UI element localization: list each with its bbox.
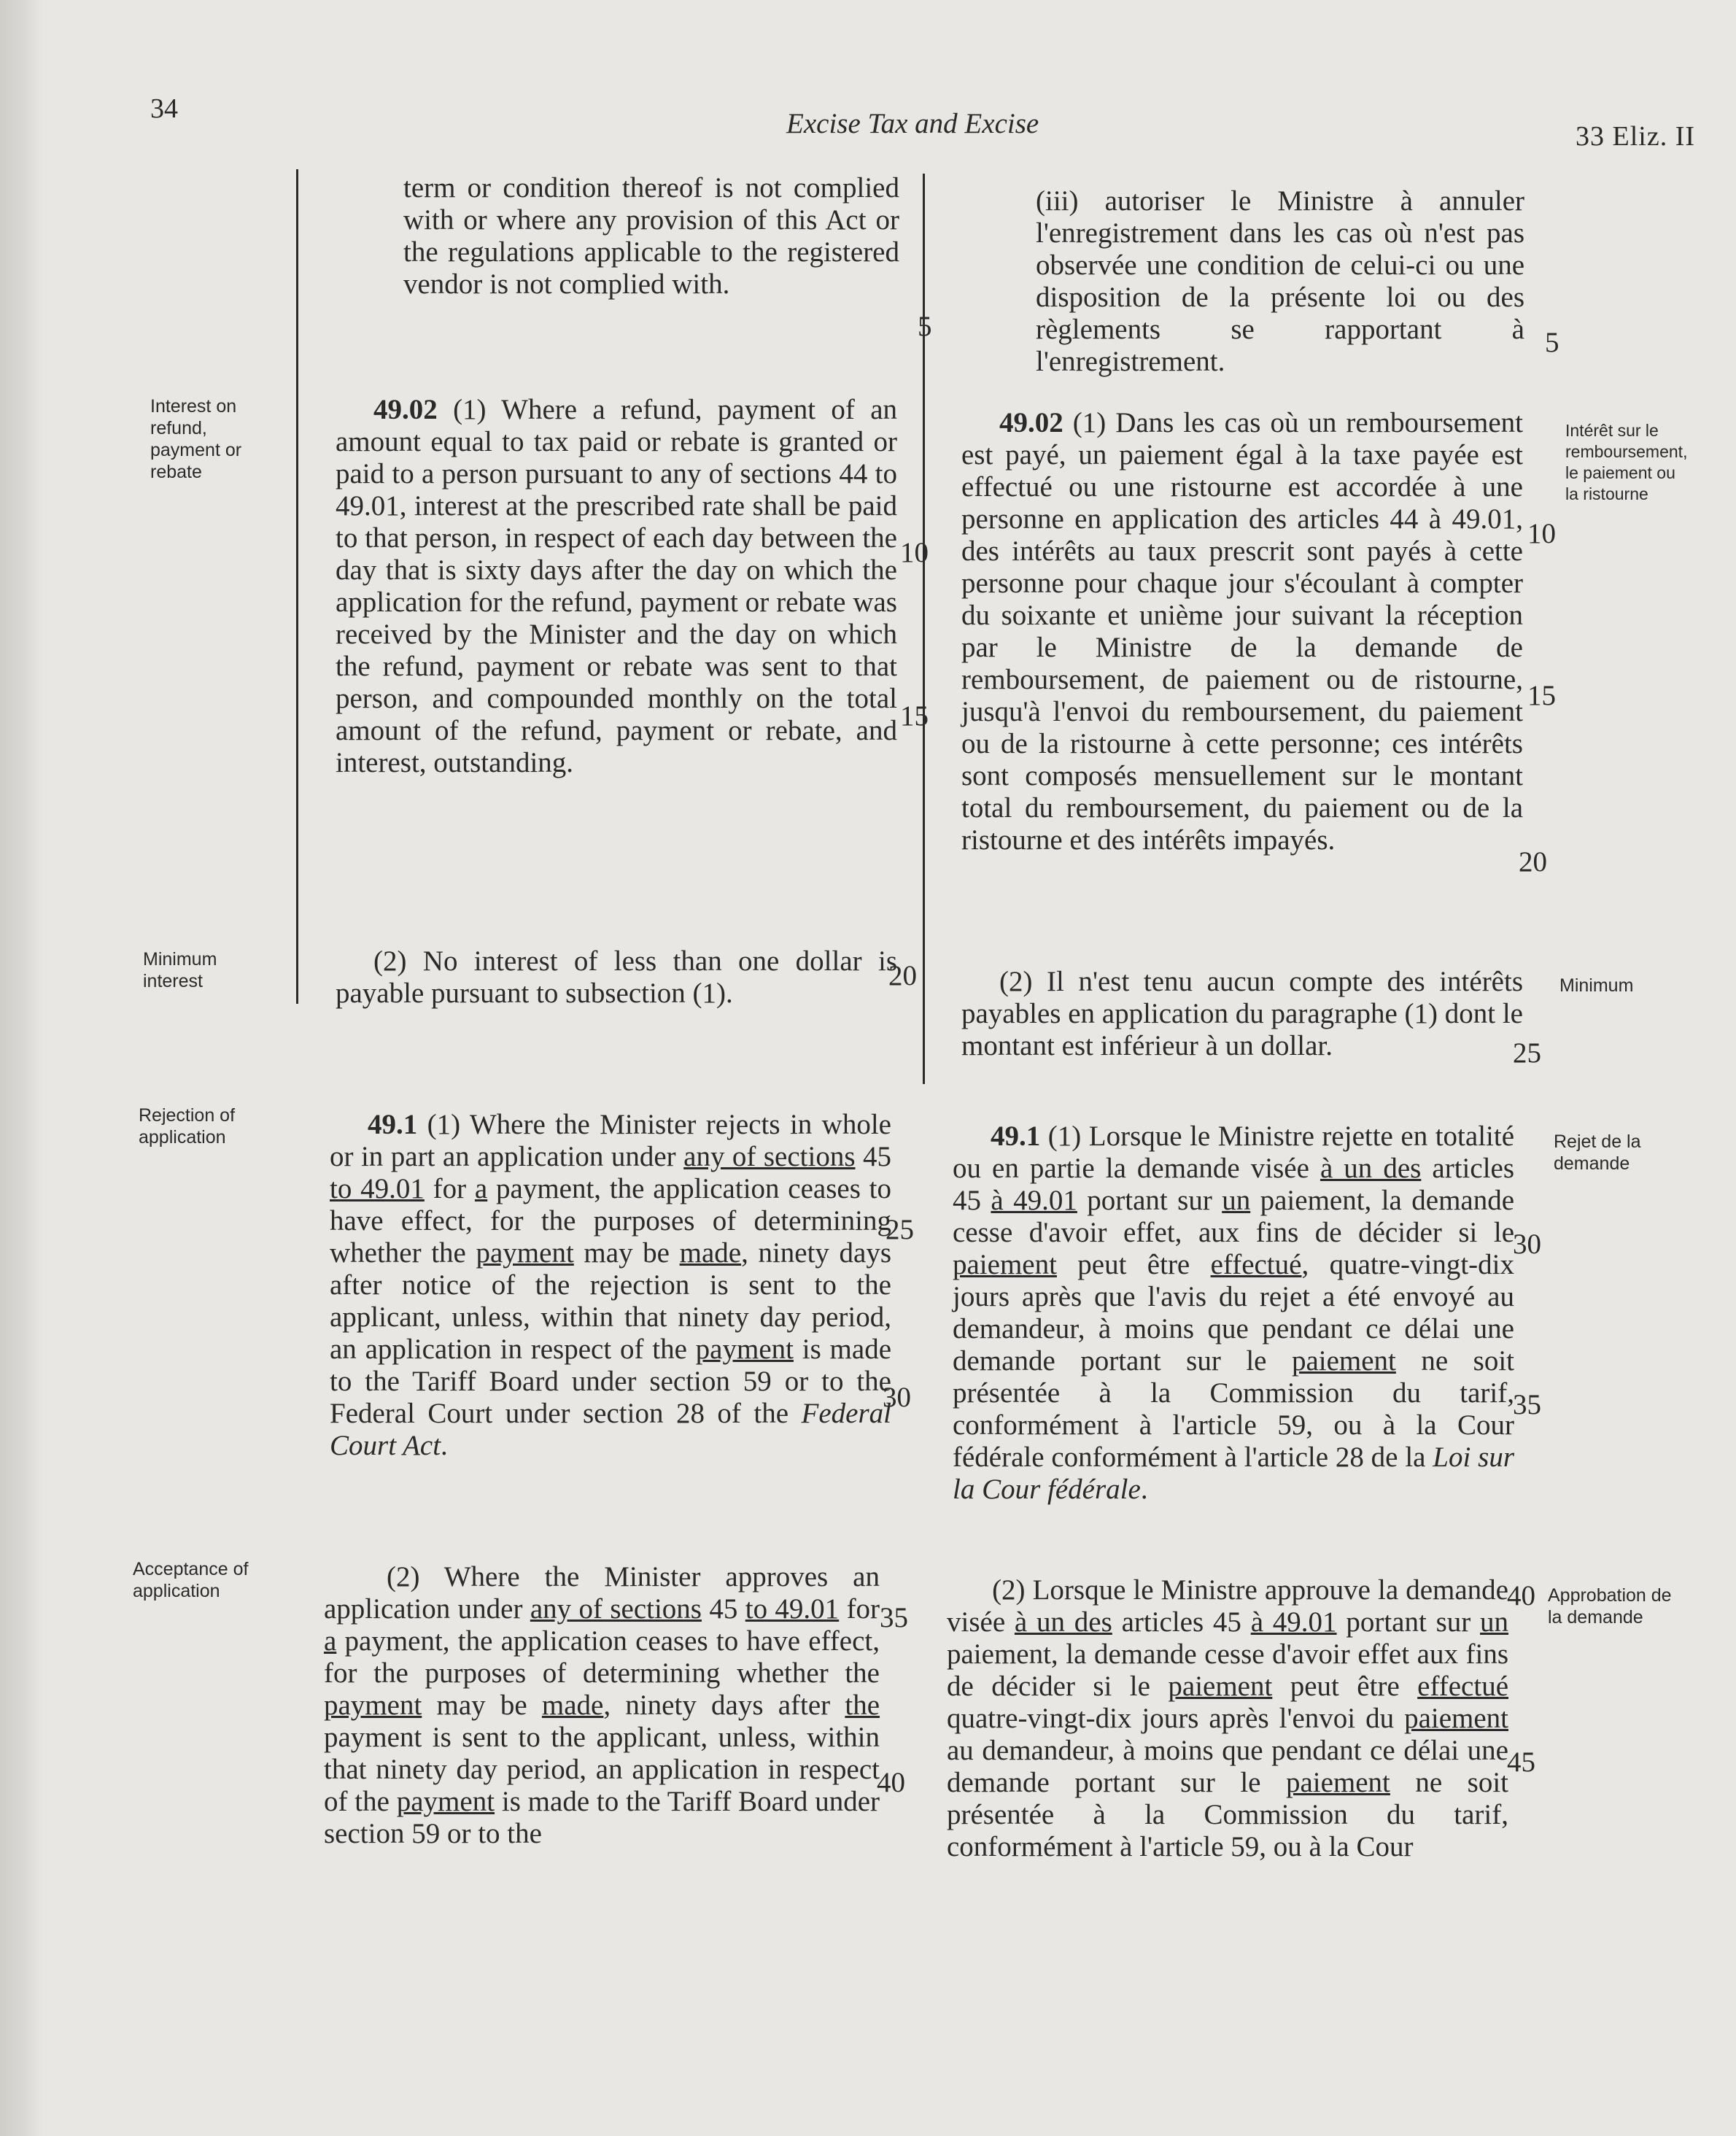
line-number-fr: 25 [1513,1037,1541,1069]
margin-note-rejection-en: Rejection of application [139,1105,236,1148]
en-text: , ninety days after [603,1690,831,1721]
en-section-49-1-2 [324,1561,880,1850]
line-number-en: 25 [886,1214,914,1245]
fr-underlined: un [1222,1185,1251,1216]
en-p2-text: (1) Where a refund, payment of an amount equal to tax paid or rebate is granted or paid to a person pursuant to any of sections 44 to 49.01, interest at the prescribed rate shall be paid to that person, in respect of each day between the day that is sixty days after the day on which the application for the refund, payment or rebate was received by the Minister and the day on which the refund, payment or rebate was sent to that person, and compounded monthly on the total amount of the refund, payment or rebate, and interest, outstanding. [336,394,898,778]
en-text: payment is sent to the applicant, unless, within that ninety day period, an application in respect of the [324,1722,880,1817]
fr-underlined: paiement [1168,1671,1273,1702]
margin-note-minimum-fr: Minimum [1559,975,1634,996]
fr-section-49-1-2 [947,1574,1508,1863]
line-number-fr: 35 [1513,1389,1541,1420]
fr-text: paiement, la demande cesse d'avoir effet, aux fins de décider si le [953,1185,1515,1248]
fr-underlined: à 49.01 [991,1185,1077,1216]
en-underlined: any of sections [530,1593,702,1625]
en-underlined: made [541,1690,604,1721]
en-section-49-1-1 [330,1109,891,1462]
fr-text: . [1140,1474,1148,1505]
fr-underlined: effectué [1417,1671,1509,1702]
fr-section-49-02-1 [961,407,1523,856]
line-number-en: 5 [918,311,932,342]
line-number-fr: 5 [1545,327,1559,358]
en-act-title: Federal Court Act [330,1398,891,1461]
en-p3-text: (2) No interest of less than one dollar is payable pursuant to subsection (1). [336,945,897,1009]
fr-p2-text: (1) Dans les cas où un remboursement est payé, un paiement égal à la taxe payée est effectué ou une ristourne est accordée à une personne en application des articles 44 à 49.01, des intérêts au taux prescrit sont payés à cette personne pour chaque jour s'écoulant à compter du soixante et unième jour suivant la réception par le Ministre de la demande de remboursement, de paiement ou de ristourne, jusqu'à l'envoi du remboursement, du paiement ou de la ristourne à cette personne; ces intérêts sont composés mensuellement sur le montant total du remboursement, du paiement ou de la ristourne et des intérêts impayés. [961,407,1524,856]
en-text: 45 [863,1141,891,1172]
fr-underlined: à 49.01 [1250,1606,1337,1638]
fr-text: (1) Lorsque le Ministre rejette en totalité ou en partie la demande visée [953,1121,1515,1184]
fr-text: paiement, la demande cesse d'avoir effet aux fins de décider si le [947,1638,1508,1702]
fr-section-number: 49.1 [991,1121,1041,1152]
margin-note-interest-en: Interest on refund, payment or rebate [150,396,242,482]
fr-text: quatre-vingt-dix jours après l'envoi du [947,1703,1395,1734]
fr-text: ne soit présentée à la Commission du tarif, conformément à l'article 59, ou à la Cour [947,1767,1509,1862]
fr-text: portant sur [1346,1606,1471,1638]
en-underlined: payment [324,1690,422,1721]
line-number-fr: 40 [1507,1580,1535,1611]
line-number-en: 15 [900,700,929,732]
page-number: 34 [150,93,178,124]
en-section-49-02-2 [336,945,897,1010]
fr-underlined: à un des [1014,1606,1112,1638]
en-underlined: payment [396,1786,495,1817]
fr-underlined: un [1480,1606,1509,1638]
en-underlined: made [679,1237,742,1269]
en-text: . [441,1430,448,1461]
line-number-fr: 20 [1519,846,1547,878]
en-underlined: the [845,1690,880,1721]
en-text: (2) Where the Minister approves an application under [324,1561,880,1625]
fr-text: peut être [1077,1249,1190,1280]
en-text: is made to the Tariff Board under section 59 or to the [324,1786,880,1849]
en-section-number: 49.02 [373,394,438,425]
margin-note-minimum-en: Minimum interest [143,949,217,991]
en-section-49-02-1 [336,394,897,779]
amendment-bar-left [296,169,298,1004]
en-text: , ninety days after notice of the rejection is sent to the applicant, unless, within that ninety day period, an application in respect of the [330,1237,892,1365]
line-number-en: 40 [877,1767,905,1798]
en-underlined: a [474,1173,488,1204]
fr-underlined: paiement [1285,1767,1390,1798]
line-number-fr: 45 [1507,1746,1535,1778]
fr-p3-text: (2) Il n'est tenu aucun compte des intérêts payables en application du paragraphe (1) dont le montant est inférieur à un dollar. [961,966,1523,1061]
line-number-en: 10 [900,537,929,568]
fr-text: , quatre-vingt-dix jours après que l'avis du rejet a été envoyé au demandeur, à moins que pendant ce délai une demande portant sur le [953,1249,1514,1377]
en-underlined: to 49.01 [330,1173,425,1204]
en-text: may be [584,1237,670,1269]
en-text: (1) Where the Minister rejects in whole or in part an application under [330,1109,891,1172]
fr-text: portant sur [1087,1185,1212,1216]
line-number-fr: 15 [1527,680,1556,711]
en-underlined: payment [695,1334,794,1365]
margin-note-interest-fr: Intérêt sur le remboursement, le paiement ou la ristourne [1565,421,1688,503]
en-text: may be [436,1690,527,1721]
en-text: 45 [709,1593,738,1625]
line-number-en: 30 [883,1382,911,1413]
margin-note-approval-fr: Approbation de la demande [1548,1585,1672,1628]
fr-underlined: paiement [1291,1345,1396,1377]
fr-p1-text: (iii) autoriser le Ministre à annuler l'enregistrement dans les cas où n'est pas observée une condition de celui-ci ou une disposition de la présente loi ou des règlements se rapportant à l'enregistrement. [1036,185,1524,377]
en-text: is made to the Tariff Board under section 59 or to the Federal Court under section 28 of the [330,1334,891,1429]
line-number-fr: 30 [1513,1228,1541,1260]
en-underlined: a [324,1625,337,1657]
en-text: for [433,1173,467,1204]
en-section-number: 49.1 [368,1109,418,1140]
fr-text: articles 45 [1121,1606,1241,1638]
fr-text: ne soit présentée à la Commission du tarif, conformément à l'article 59, ou à la Cour fédérale conformément à l'article 28 de la [953,1345,1515,1473]
fr-underlined: paiement [953,1249,1057,1280]
margin-note-rejection-fr: Rejet de la demande [1554,1131,1641,1174]
fr-paragraph-continuation [1036,185,1524,378]
en-underlined: payment [476,1237,574,1269]
en-underlined: any of sections [683,1141,856,1172]
fr-section-49-1-1 [953,1121,1514,1506]
en-text: for [846,1593,880,1625]
en-text: payment, the application ceases to have effect, for the purposes of determining whether the [324,1625,880,1689]
fr-underlined: à un des [1320,1153,1422,1184]
en-paragraph-continuation [403,172,899,301]
page-gutter [0,0,44,2136]
fr-text: au demandeur, à moins que pendant ce délai une demande portant sur le [947,1735,1508,1798]
regnal-year: 33 Eliz. II [1576,121,1696,152]
en-p1-text: term or condition thereof is not complied with or where any provision of this Act or the regulations applicable to the registered vendor is not complied with. [403,172,899,300]
fr-act-title: Loi sur la Cour fédérale [953,1442,1515,1505]
fr-text: (2) Lorsque le Ministre approuve la demande visée [947,1574,1508,1638]
line-number-en: 35 [880,1602,908,1633]
margin-note-acceptance-en: Acceptance of application [133,1559,249,1601]
fr-section-number: 49.02 [999,407,1063,438]
fr-text: articles 45 [953,1153,1515,1216]
en-text: payment, the application ceases to have effect, for the purposes of determining whether the [330,1173,892,1269]
fr-section-49-02-2 [961,966,1523,1062]
en-underlined: to 49.01 [745,1593,840,1625]
line-number-en: 20 [888,960,917,991]
fr-underlined: paiement [1404,1703,1508,1734]
running-title: Excise Tax and Excise [786,108,1039,139]
fr-text: peut être [1290,1671,1400,1702]
fr-underlined: effectué [1210,1249,1302,1280]
line-number-fr: 10 [1527,518,1556,549]
